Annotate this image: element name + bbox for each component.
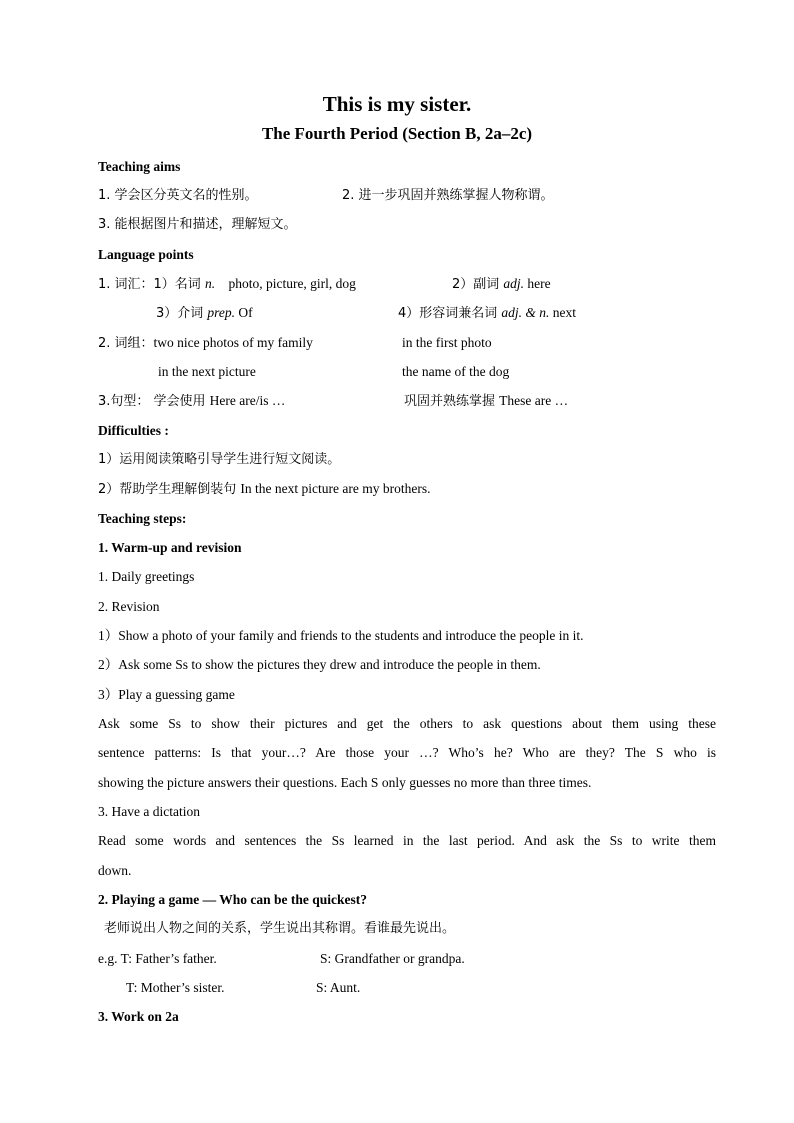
vocab-prep-abbr: prep. [207,305,236,320]
aim-3: 3. 能根据图片和描述，理解短文。 [98,217,297,232]
difficulty-2 [98,480,430,499]
teaching-steps-heading: Teaching steps: [98,511,187,526]
aim-2: 2. 进一步巩固并熟练掌握人物称谓。 [342,188,554,203]
difficulties-heading: Difficulties : [98,423,169,438]
phrase-2: in the first photo [402,335,492,350]
vocab-adj-word: next [549,305,577,320]
vocab-prep-prefix: 3）介词 [156,306,208,321]
sentence-2-prefix: 巩固并熟练掌握 [404,394,500,409]
example-1-teacher: e.g. T: Father’s father. [98,951,217,966]
language-points-heading: Language points [98,247,194,262]
example-2-teacher: T: Mother’s sister. [126,980,225,995]
step-2-instruction: 老师说出人物之间的关系，学生说出其称谓。看谁最先说出。 [104,921,456,936]
vocab-preposition [156,304,253,323]
sentence-pattern-1: Here are/is … [209,393,286,408]
step-2-heading: 2. Playing a game — Who can be the quickest? [98,892,368,907]
vocab-adverb-prefix: 2）副词 [452,277,504,292]
difficulty-1: 1）运用阅读策略引导学生进行短文阅读。 [98,452,341,467]
step-1-3: 3. Have a dictation [98,804,200,819]
vocab-prep-word: Of [235,305,253,320]
sentence-pattern-2: These are … [499,393,569,408]
phrases-prefix: 2. 词组： [98,336,154,351]
step-1-2: 2. Revision [98,599,160,614]
dictation-para-1: Read some words and sentences the Ss learned in the last period. And ask the Ss to write them [98,833,716,848]
step-1-1: 1. Daily greetings [98,569,195,584]
phrase-1: two nice photos of my family [153,335,313,350]
guessing-game-para-2: sentence patterns: Is that your…? Are those your …? Who’s he? Who are they? The S who is [98,745,716,760]
teaching-aims-heading: Teaching aims [98,159,181,174]
revision-2: 2）Ask some Ss to show the pictures they drew and introduce the people in them. [98,657,541,672]
vocab-adj-prefix: 4）形容词兼名词 [398,306,502,321]
vocab-adverb [452,275,551,294]
phrase-3: in the next picture [158,364,256,379]
document-subtitle: The Fourth Period (Section B, 2a–2c) [261,124,533,143]
vocab-nouns-words: photo, picture, girl, dog [228,276,356,291]
example-1-student: S: Grandfather or grandpa. [320,951,465,966]
step-1-heading: 1. Warm-up and revision [98,540,242,555]
sentence-prefix: 3.句型： 学会使用 [98,394,210,409]
vocab-nouns-prefix: 1. 词汇：1）名词 [98,277,205,292]
phrase-4: the name of the dog [402,364,510,379]
revision-3: 3）Play a guessing game [98,687,235,702]
difficulty-2-sentence: In the next picture are my brothers. [240,481,431,496]
document-title: This is my sister. [322,92,472,116]
phrases-line-1 [98,334,313,353]
example-2-student: S: Aunt. [316,980,361,995]
vocab-adjective-noun [398,304,576,323]
vocab-nouns-abbr: n. [204,276,216,291]
guessing-game-para-3: showing the picture answers their questions. Each S only guesses no more than three times. [98,775,592,790]
vocab-adj-abbr: adj. & n. [501,305,550,320]
vocab-adverb-word: here [524,276,551,291]
step-3-heading: 3. Work on 2a [98,1009,179,1024]
sentence-patterns-2 [404,392,568,411]
vocab-nouns [98,275,356,294]
sentence-patterns-1 [98,392,285,411]
guessing-game-para-1: Ask some Ss to show their pictures and get the others to ask questions about them using these [98,716,716,731]
difficulty-2-prefix: 2）帮助学生理解倒装句 [98,482,241,497]
vocab-adverb-abbr: adj. [503,276,525,291]
dictation-para-2: down. [98,863,132,878]
revision-1: 1）Show a photo of your family and friends to the students and introduce the people in it. [98,628,584,643]
aim-1: 1. 学会区分英文名的性别。 [98,188,258,203]
